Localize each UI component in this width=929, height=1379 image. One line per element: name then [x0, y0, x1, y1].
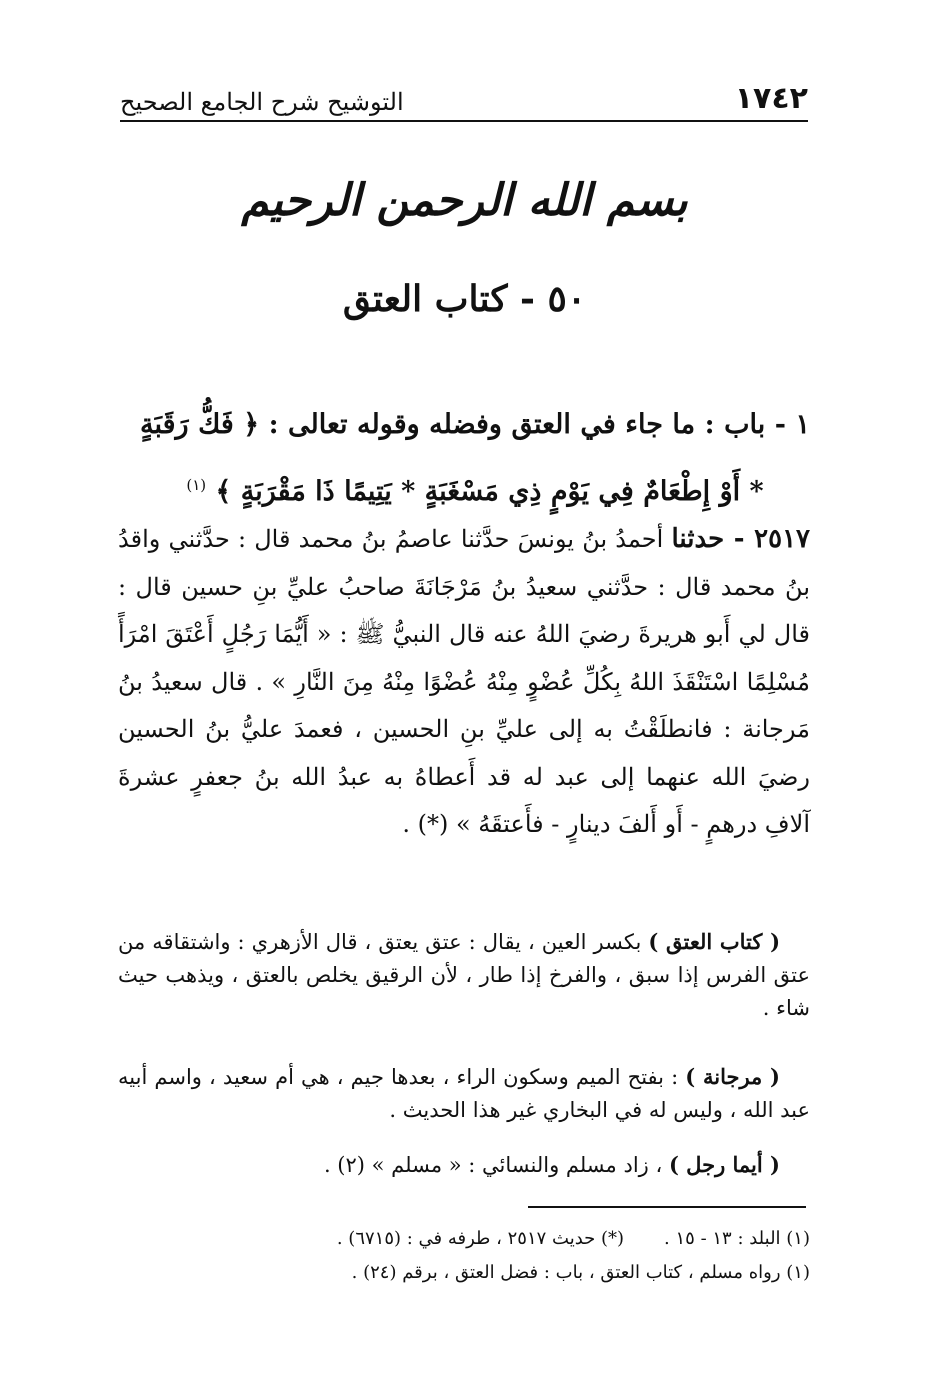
running-head	[120, 78, 808, 122]
commentary-term: ( أيما رجل )	[668, 1152, 780, 1177]
hadith-text	[118, 516, 810, 849]
bab-heading-text: ١ - باب : ما جاء في العتق وفضله وقوله تعالى : ﴿ فَكُّ رَقَبَةٍ * أَوْ إِطْعَامٌ فِي يَوْمٍ ذِي مَسْغَبَةٍ * يَتِيمًا ذَا مَقْرَبَةٍ ﴾	[140, 409, 810, 507]
footnote-divider	[528, 1206, 806, 1208]
footnote-1: (١) البلد : ١٣ - ١٥ .	[664, 1228, 810, 1249]
footnote-star: (*) حديث ٢٥١٧ ، طرفه في : (٦٧١٥) .	[336, 1228, 625, 1249]
footnote-row	[130, 1222, 810, 1256]
commentary-paragraph	[118, 1060, 810, 1127]
page-number: ١٧٤٢	[734, 81, 808, 116]
chapter-title: ٥٠ - كتاب العتق	[342, 278, 587, 320]
footnotes	[130, 1222, 810, 1290]
footnote-row	[130, 1256, 810, 1290]
bab-heading	[140, 395, 810, 522]
commentary-paragraph	[118, 925, 810, 1025]
commentary-text: بكسر العين ، يقال : عتق يعتق ، قال الأزهري : واشتقاقه من عتق الفرس إذا سبق ، والفرخ إذا طار ، لأن الرقيق يخلص بالعتق ، ويذهب حيث شاء .	[118, 930, 810, 1020]
commentary-text: : بفتح الميم وسكون الراء ، بعدها جيم ، هي أم سعيد ، واسم أبيه عبد الله ، وليس له في البخاري غير هذا الحديث .	[118, 1065, 810, 1122]
commentary-term: ( كتاب العتق )	[648, 929, 781, 954]
hadith-number: ٢٥١٧ - حدثنا	[671, 524, 810, 554]
commentary-text: ، زاد مسلم والنسائي : « مسلم » (٢) .	[323, 1153, 663, 1177]
commentary-paragraph	[118, 1148, 810, 1182]
basmala: بسم الله الرحمن الرحيم	[241, 175, 688, 226]
footnote-2: (١) رواه مسلم ، كتاب العتق ، باب : فضل العتق ، برقم (٢٤) .	[351, 1262, 810, 1283]
footnote-ref: (١)	[186, 476, 207, 494]
commentary-term: ( مرجانة )	[685, 1064, 780, 1089]
book-title: التوشيح شرح الجامع الصحيح	[120, 88, 404, 116]
hadith-body: أحمدُ بنُ يونسَ حدَّثنا عاصمُ بنُ محمد قال : حدَّثني واقدُ بنُ محمد قال : حدَّثني سعيدُ بنُ مَرْجَانَةَ صاحبُ عليِّ بنِ حسين قال : قال لي أَبو هريرةَ رضيَ اللهُ عنه قال النبيُّ ﷺ : « أَيُّمَا رَجُلٍ أَعْتَقَ امْرَأً مُسْلِمًا اسْتَنْقَذَ اللهُ بِكُلِّ عُضْوٍ مِنْهُ عُضْوًا مِنْهُ مِنَ النَّارِ » . قال سعيدُ بنُ مَرجانة : فانطلَقْتُ به إلى عليِّ بنِ الحسين ، فعمدَ عليُّ بنُ الحسين رضيَ الله عنهما إلى عبد له قد أَعطاهُ به عبدُ الله بنُ جعفرٍ عشرةَ آلافِ درهمٍ - أَو أَلفَ دينارٍ - فأَعتقَهُ » (*) .	[118, 525, 810, 838]
